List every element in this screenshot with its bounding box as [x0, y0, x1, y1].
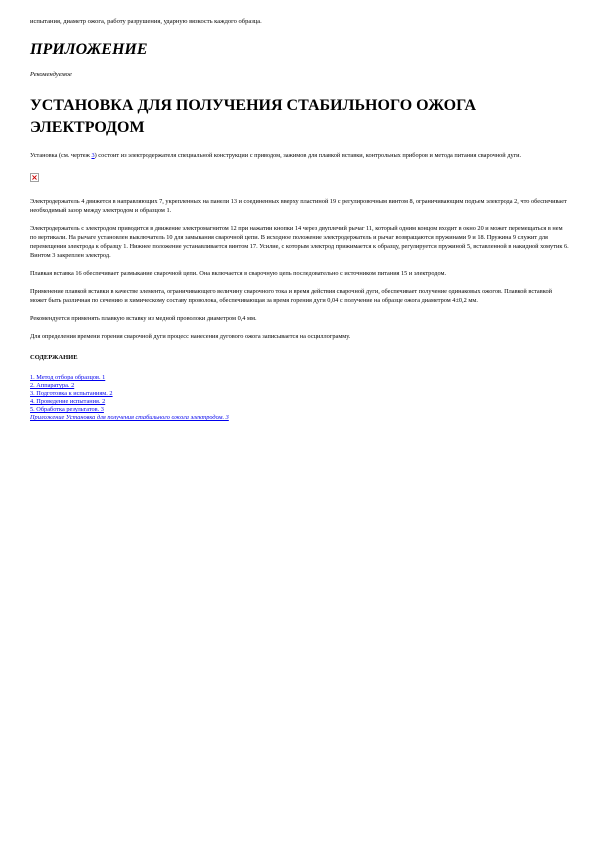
paragraph-fuse: Плавкая вставка 16 обеспечивает размыкание сварочной цепи. Она включается в сварочную цепь последовательно с источником питания 15 и электродом. — [30, 270, 447, 277]
toc-link-results[interactable]: 5. Обработка результатов. 3 — [30, 406, 104, 413]
broken-image-icon: × — [31, 173, 38, 182]
toc-item — [30, 414, 565, 422]
paragraph-oscillogram: Для определения времени горения сварочной дуги процесс нанесения дугового ожога записывается на осциллограмму. — [30, 333, 351, 340]
toc-item — [30, 390, 565, 398]
intro-line: испытания, диаметр ожога, работу разрушения, ударную вязкость каждого образца. — [30, 18, 262, 25]
toc-link-appendix[interactable]: Приложение Установка для получения стабильного ожога электродом. 3 — [30, 414, 229, 421]
paragraph-setup-after: ) состоит из электродержателя специальной конструкции с приводом, зажимов для плавкой вставки, контрольных приборов и метода питания сварочной дуги. — [94, 152, 522, 159]
toc-item — [30, 398, 565, 406]
paragraph-fuse-usage: Применение плавкой вставки в качестве элемента, ограничивающего величину сварочного тока и время действия сварочной дуги, обеспечивает получение одинаковых ожогов. Плавкой вставкой может быть различная по сечению и химическому составу проволока, обеспечивающая за время горения дуги 0,04 с получение на образце ожога диаметром 4±0,2 мм. — [30, 288, 552, 304]
toc-item — [30, 406, 565, 414]
paragraph-setup — [30, 151, 570, 160]
drawing-link[interactable]: 3 — [91, 152, 95, 159]
paragraph-recommendation: Рекомендуется применять плавкую вставку из медной проволоки диаметром 0,4 мм. — [30, 315, 257, 322]
toc-heading: СОДЕРЖАНИЕ — [30, 354, 78, 361]
table-of-contents — [30, 374, 565, 422]
toc-link-sampling[interactable]: 1. Метод отбора образцов. 1 — [30, 374, 106, 381]
toc-link-apparatus[interactable]: 2. Аппаратура. 2 — [30, 382, 75, 389]
toc-link-preparation[interactable]: 3. Подготовка к испытаниям. 2 — [30, 390, 113, 397]
toc-link-testing[interactable]: 4. Проведение испытания. 2 — [30, 398, 106, 405]
paragraph-setup-before: Установка (см. чертеж — [30, 152, 92, 159]
toc-item — [30, 374, 565, 382]
toc-item — [30, 382, 565, 390]
paragraph-electrode-holder: Электродержатель 4 движется в направляющих 7, укрепленных на панели 13 и соединенных вверху пластиной 19 с регулировочным винтом 8, ограничивающим подъем электрода 2, что обеспечивает необходимый зазор между электродом и образцом 1. — [30, 198, 567, 214]
paragraph-mechanism: Электродержатель с электродом приводится в движение электромагнитом 12 при нажатии кнопки 14 через двуплечий рычаг 11, который одним концом входит в окно 20 и может перемещаться в нем по вертикали. На рычаге установлен выключатель 10 для замыкания сварочной цепи. В исходное положение электродержатель и рычаг возвращаются пружинами 9 и 18. Пружина 9 служит для перемещения электрода к образцу 1. Нижнее положение устанавливается винтом 17. Усилие, с которым электрод прижимается к образцу, регулируется пружиной 5, вставленной в накидной хомутик 6. Винтом 3 закреплен электрод. — [30, 225, 569, 259]
recommended-label: Рекомендуемое — [30, 71, 72, 78]
page-title: УСТАНОВКА ДЛЯ ПОЛУЧЕНИЯ СТАБИЛЬНОГО ОЖОГА ЭЛЕКТРОДОМ — [30, 97, 477, 136]
appendix-heading: ПРИЛОЖЕНИЕ — [30, 41, 148, 58]
